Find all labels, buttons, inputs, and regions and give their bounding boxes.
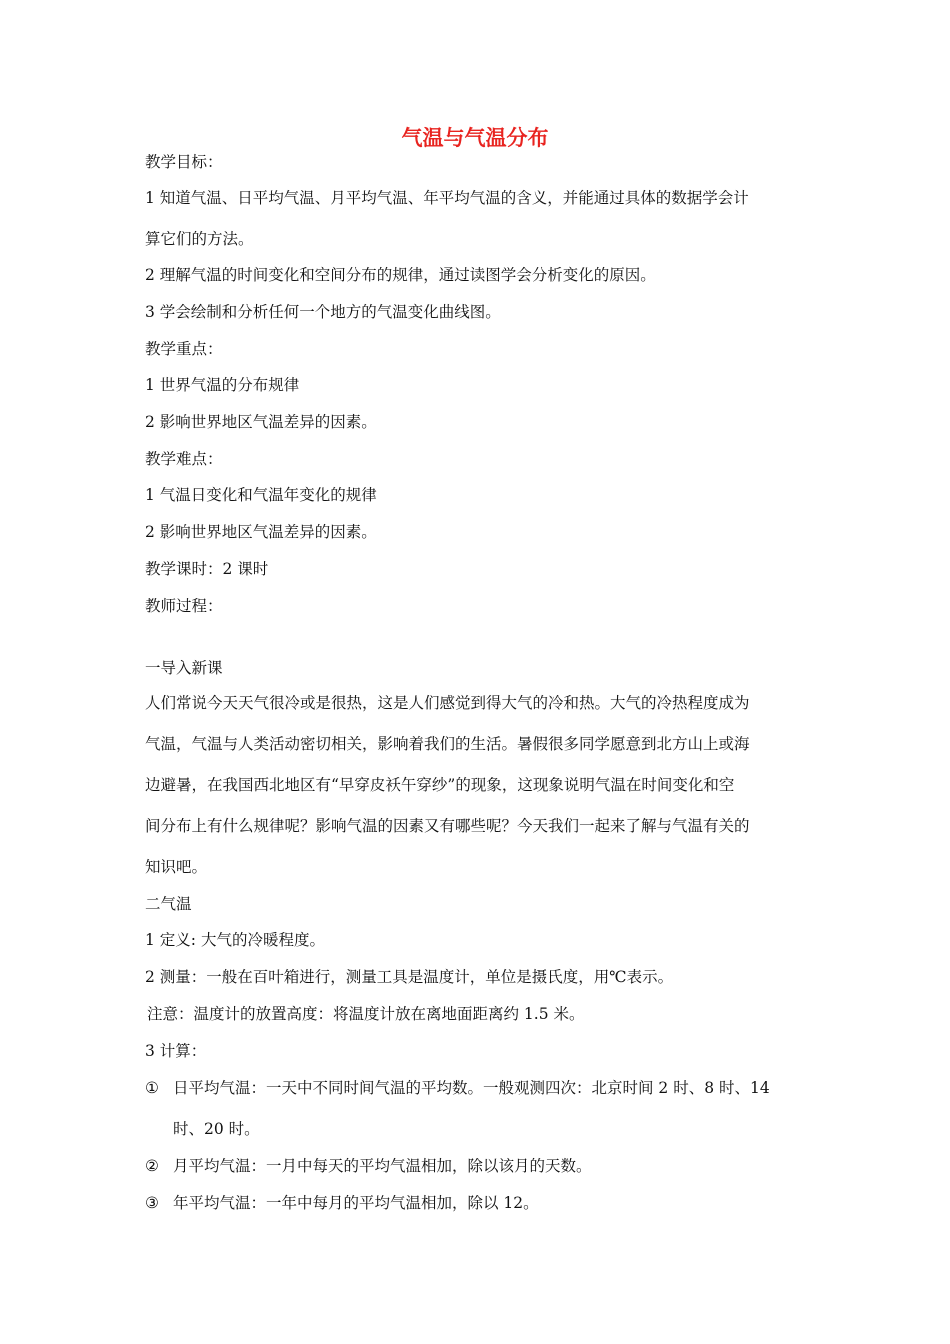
objective-3: 3 学会绘制和分析任何一个地方的气温变化曲线图。	[145, 303, 501, 321]
calc-item-1-line-1: 日平均气温：一天中不同时间气温的平均数。一般观测四次：北京时间 2 时、8 时、14	[173, 1079, 770, 1097]
class-hours: 教学课时：2 课时	[145, 560, 269, 578]
objectives-heading: 教学目标：	[145, 153, 223, 171]
key-point-2: 2 影响世界地区气温差异的因素。	[145, 413, 377, 431]
objective-1-line-1: 1 知道气温、日平均气温、月平均气温、年平均气温的含义，并能通过具体的数据学会计	[145, 189, 749, 207]
calc-item-2-marker: ②	[145, 1157, 159, 1175]
intro-line-4: 间分布上有什么规律呢？影响气温的因素又有哪些呢？今天我们一起来了解与气温有关的	[145, 817, 750, 835]
intro-heading: 一导入新课	[145, 659, 223, 677]
temperature-definition: 1 定义: 大气的冷暖程度。	[145, 931, 325, 949]
intro-line-2: 气温，气温与人类活动密切相关，影响着我们的生活。暑假很多同学愿意到北方山上或海	[145, 735, 750, 753]
calc-item-3-line-1: 年平均气温：一年中每月的平均气温相加，除以 12。	[173, 1194, 539, 1212]
key-point-1: 1 世界气温的分布规律	[145, 376, 300, 394]
difficulty-1: 1 气温日变化和气温年变化的规律	[145, 486, 377, 504]
intro-line-5: 知识吧。	[145, 858, 208, 876]
temperature-note: 注意：温度计的放置高度：将温度计放在离地面距离约 1.5 米。	[147, 1005, 585, 1023]
calculation-heading: 3 计算：	[145, 1042, 207, 1060]
difficulties-heading: 教学难点：	[145, 450, 223, 468]
calc-item-1-line-2: 时、20 时。	[173, 1120, 260, 1138]
intro-line-1: 人们常说今天天气很冷或是很热，这是人们感觉到得大气的冷和热。大气的冷热程度成为	[145, 694, 750, 712]
difficulty-2: 2 影响世界地区气温差异的因素。	[145, 523, 377, 541]
document-title: 气温与气温分布	[401, 125, 549, 150]
key-points-heading: 教学重点：	[145, 340, 223, 358]
calc-item-2-line-1: 月平均气温：一月中每天的平均气温相加，除以该月的天数。	[173, 1157, 592, 1175]
calc-item-1-marker: ①	[145, 1079, 159, 1097]
calc-item-3-marker: ③	[145, 1194, 159, 1212]
objective-1-line-2: 算它们的方法。	[145, 230, 254, 248]
temperature-heading: 二气温	[145, 895, 192, 913]
intro-line-3: 边避暑，在我国西北地区有“早穿皮袄午穿纱”的现象，这现象说明气温在时间变化和空	[145, 776, 735, 794]
process-heading: 教师过程：	[145, 597, 223, 615]
objective-2: 2 理解气温的时间变化和空间分布的规律，通过读图学会分析变化的原因。	[145, 266, 656, 284]
temperature-measurement: 2 测量：一般在百叶箱进行，测量工具是温度计，单位是摄氏度，用℃表示。	[145, 968, 674, 986]
